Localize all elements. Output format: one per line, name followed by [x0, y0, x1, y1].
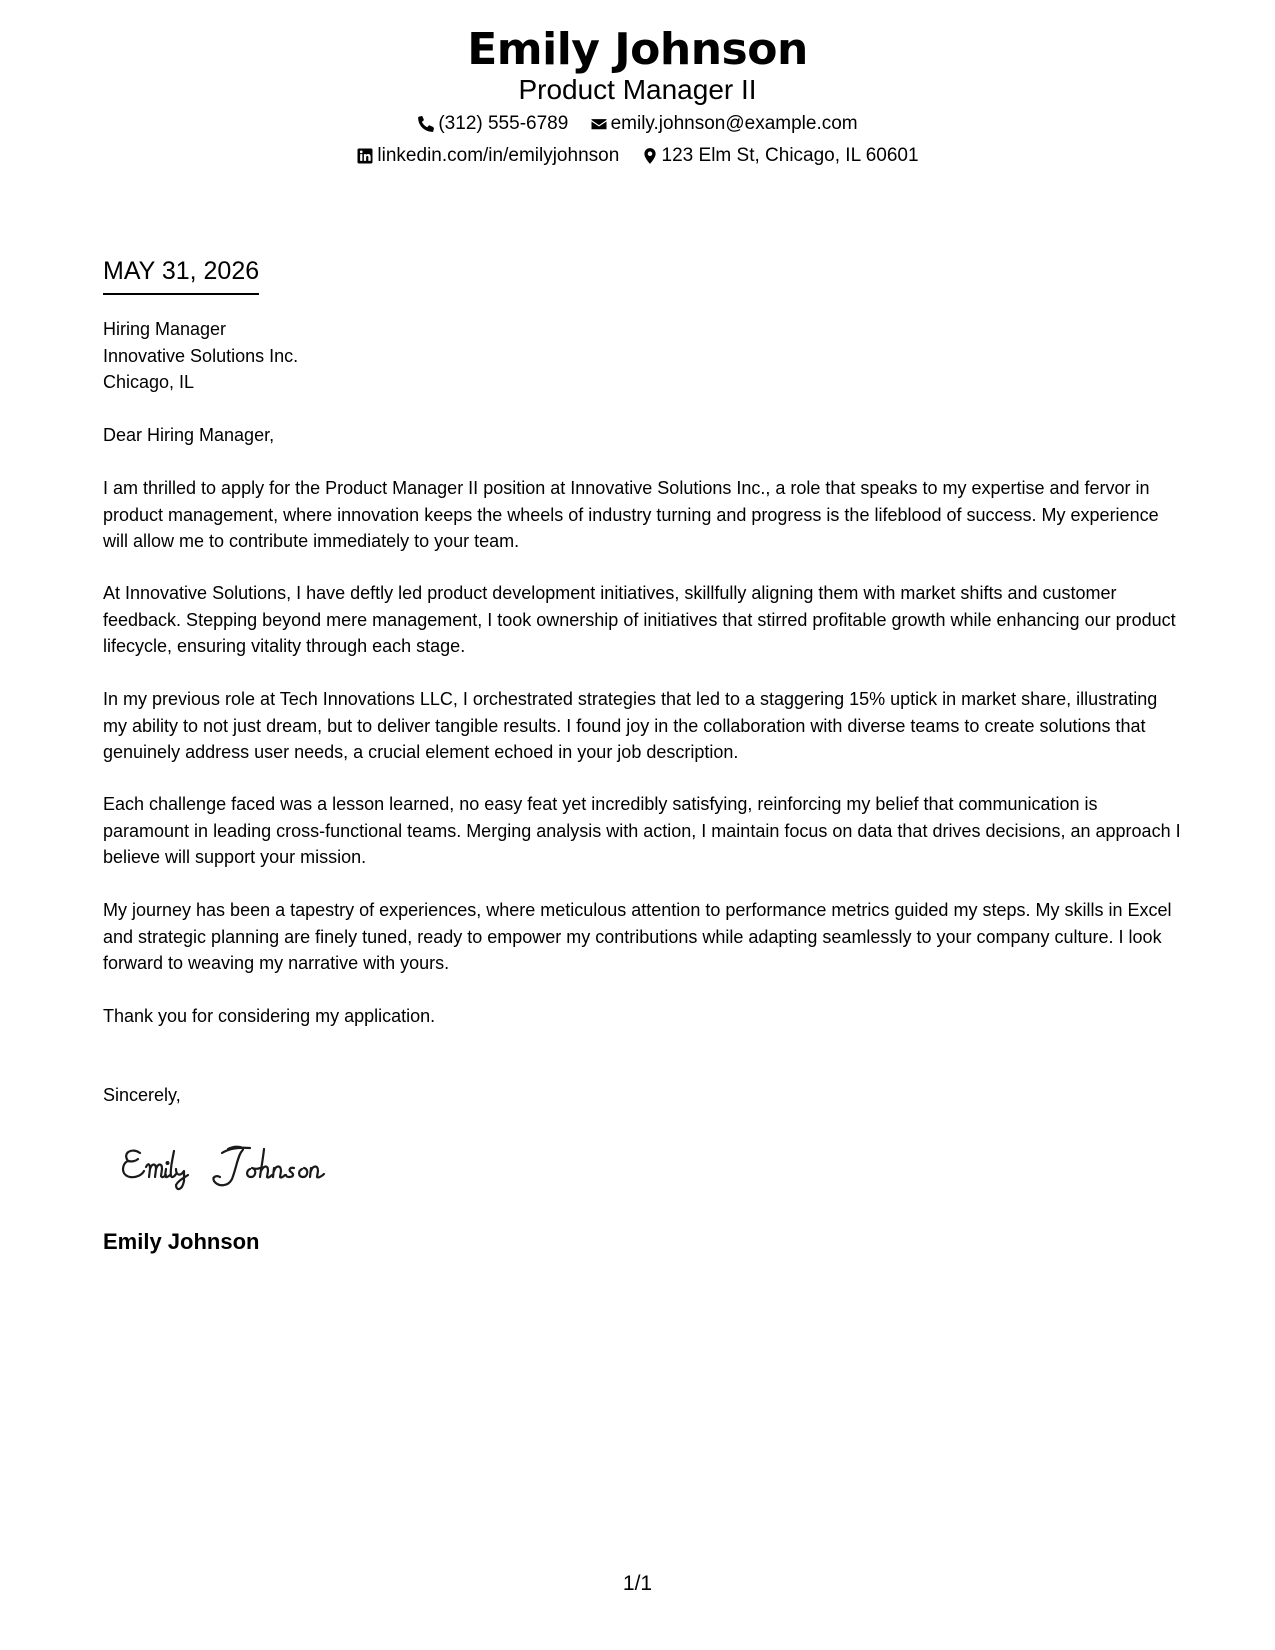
phone-number: (312) 555-6789: [438, 113, 569, 134]
paragraph-text: At Innovative Solutions, I have deftly led product development initiatives, skillfully aligning them with market shifts and customer feedback. Stepping beyond mere management, I took ownership of initiatives that stirred profitable growth while enhancing our product lifecycle, ensuring vitality through each stage.: [103, 583, 1176, 656]
linkedin-url[interactable]: linkedin.com/in/emilyjohnson: [377, 145, 620, 166]
salutation: Dear Hiring Manager,: [103, 425, 275, 445]
recipient-line: Innovative Solutions Inc.: [103, 345, 299, 366]
envelope-icon: [590, 115, 608, 133]
applicant-name: Emily Johnson: [467, 24, 808, 75]
paragraph-text: Each challenge faced was a lesson learned, no easy feat yet incredibly satisfying, reinforcing my belief that communication is paramount in leading cross-functional teams. Merging analysis with action, I maintain focus on data that drives decisions, an approach I believe will support your mission.: [103, 794, 1181, 867]
street-address: 123 Elm St, Chicago, IL 60601: [661, 145, 919, 166]
contact-linkedin: [356, 143, 619, 169]
body-paragraph: [103, 791, 1183, 871]
signoff: Sincerely,: [103, 1085, 181, 1105]
contact-row-secondary: [0, 143, 1275, 169]
contact-phone: [417, 111, 568, 137]
paragraph-text: I am thrilled to apply for the Product Manager II position at Innovative Solutions Inc., a role that speaks to my expertise and fervor in product management, where innovation keeps the wheels of industry turning and progress is the lifeblood of success. My experience will allow me to contribute immediately to your team.: [103, 478, 1159, 551]
letter-date: MAY 31, 2026: [103, 255, 259, 295]
body-paragraph: [103, 475, 1183, 555]
recipient-line: Hiring Manager: [103, 319, 227, 339]
signer-name: Emily Johnson: [103, 1229, 260, 1254]
paragraph-text: My journey has been a tapestry of experiences, where meticulous attention to performance metrics guided my steps. My skills in Excel and strategic planning are finely tuned, ready to empower my contributions while adapting seamlessly to your company culture. I look forward to weaving my narrative with yours.: [103, 900, 1172, 973]
handwritten-signature: [118, 1135, 358, 1195]
body-paragraph: [103, 897, 1183, 977]
signature-image: [118, 1135, 358, 1195]
body-paragraph: [103, 580, 1183, 660]
applicant-title: Product Manager II: [518, 74, 757, 105]
phone-icon: [417, 115, 435, 133]
email-address[interactable]: emily.johnson@example.com: [610, 113, 858, 134]
contact-address: [641, 143, 919, 169]
closing-thanks: Thank you for considering my application.: [103, 1006, 436, 1026]
contact-row-primary: [0, 111, 1275, 137]
paragraph-text: In my previous role at Tech Innovations LLC, I orchestrated strategies that led to a staggering 15% uptick in market share, illustrating my ability to not just dream, but to deliver tangible results. I found joy in the collaboration with diverse teams to create solutions that genuinely address user needs, a crucial element echoed in your job description.: [103, 689, 1158, 762]
page-number: 1/1: [622, 1572, 653, 1595]
recipient-block: [103, 316, 1183, 396]
body-paragraph: [103, 686, 1183, 766]
linkedin-icon: [356, 147, 374, 165]
contact-email: [590, 111, 858, 137]
recipient-line: Chicago, IL: [103, 372, 195, 392]
map-pin-icon: [641, 147, 659, 165]
